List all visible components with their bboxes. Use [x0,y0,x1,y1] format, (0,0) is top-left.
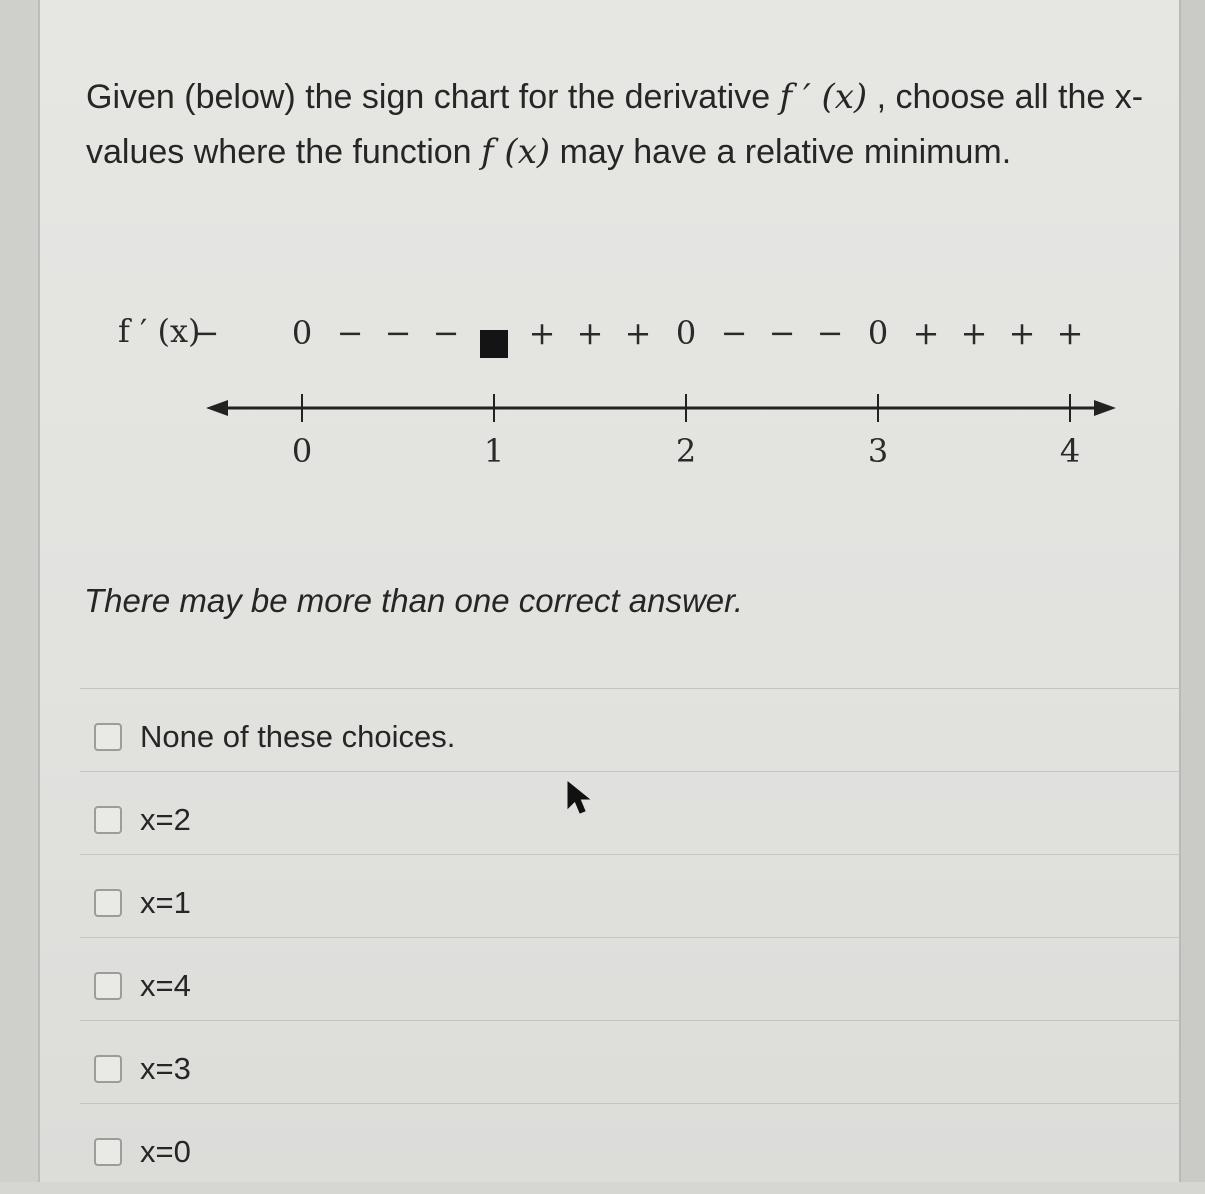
tick-label: 4 [1059,432,1081,470]
sign-minus: − [816,314,844,352]
choice-checkbox[interactable] [94,972,122,1000]
right-scroll-rail[interactable] [1179,0,1205,1182]
sign-plus: + [960,314,988,352]
choice-checkbox[interactable] [94,1055,122,1083]
question-text-part: , choose all the x-values where the function [86,78,1144,171]
right-arrowhead [1094,400,1116,416]
choice-row[interactable] [80,688,1180,771]
choice-row[interactable] [80,1103,1180,1194]
sign-plus: + [624,314,652,352]
sign-zero: 0 [291,314,313,352]
sign-minus: − [336,314,364,352]
undefined-point-box [480,330,508,358]
choice-row[interactable] [80,854,1180,937]
sign-plus: + [576,314,604,352]
sign-plus: + [1008,314,1036,352]
sign-minus: − [384,314,412,352]
choice-label[interactable]: None of these choices. [140,719,456,754]
left-rail [0,0,40,1182]
sign-zero: 0 [867,314,889,352]
sign-plus: + [1056,314,1084,352]
sign-plus: + [528,314,556,352]
sign-minus: − [432,314,460,352]
tick-label: 3 [867,432,889,470]
sign-chart-function-label: f ′ (x) [118,312,201,350]
choice-checkbox[interactable] [94,889,122,917]
function-notation: f (x) [481,132,551,172]
choice-checkbox[interactable] [94,806,122,834]
choice-row[interactable] [80,771,1180,854]
sign-minus: − [768,314,796,352]
tick-label: 2 [675,432,697,470]
choice-label[interactable]: x=2 [140,802,191,837]
sign-chart [110,300,1130,490]
sign-zero: 0 [675,314,697,352]
multiple-answer-hint: There may be more than one correct answer. [84,582,744,619]
choice-label[interactable]: x=1 [140,885,191,920]
sign-plus: + [912,314,940,352]
choice-checkbox[interactable] [94,1138,122,1166]
left-arrowhead [206,400,228,416]
choice-label[interactable]: x=3 [140,1051,191,1086]
tick-label: 1 [483,432,505,470]
answer-choices [80,688,1180,1194]
tick-label: 0 [291,432,313,470]
choice-row[interactable] [80,1020,1180,1103]
sign-minus: − [192,314,220,352]
sign-minus: − [720,314,748,352]
question-text-part: may have a relative minimum. [550,133,1012,171]
choice-checkbox[interactable] [94,723,122,751]
question-text [86,70,1156,180]
mouse-pointer-icon [566,780,592,816]
choice-label[interactable]: x=0 [140,1134,191,1169]
choice-row[interactable] [80,937,1180,1020]
choice-label[interactable]: x=4 [140,968,191,1003]
question-text-part: Given (below) the sign chart for the derivative [86,78,780,116]
derivative-notation: f ′ (x) [779,77,868,117]
